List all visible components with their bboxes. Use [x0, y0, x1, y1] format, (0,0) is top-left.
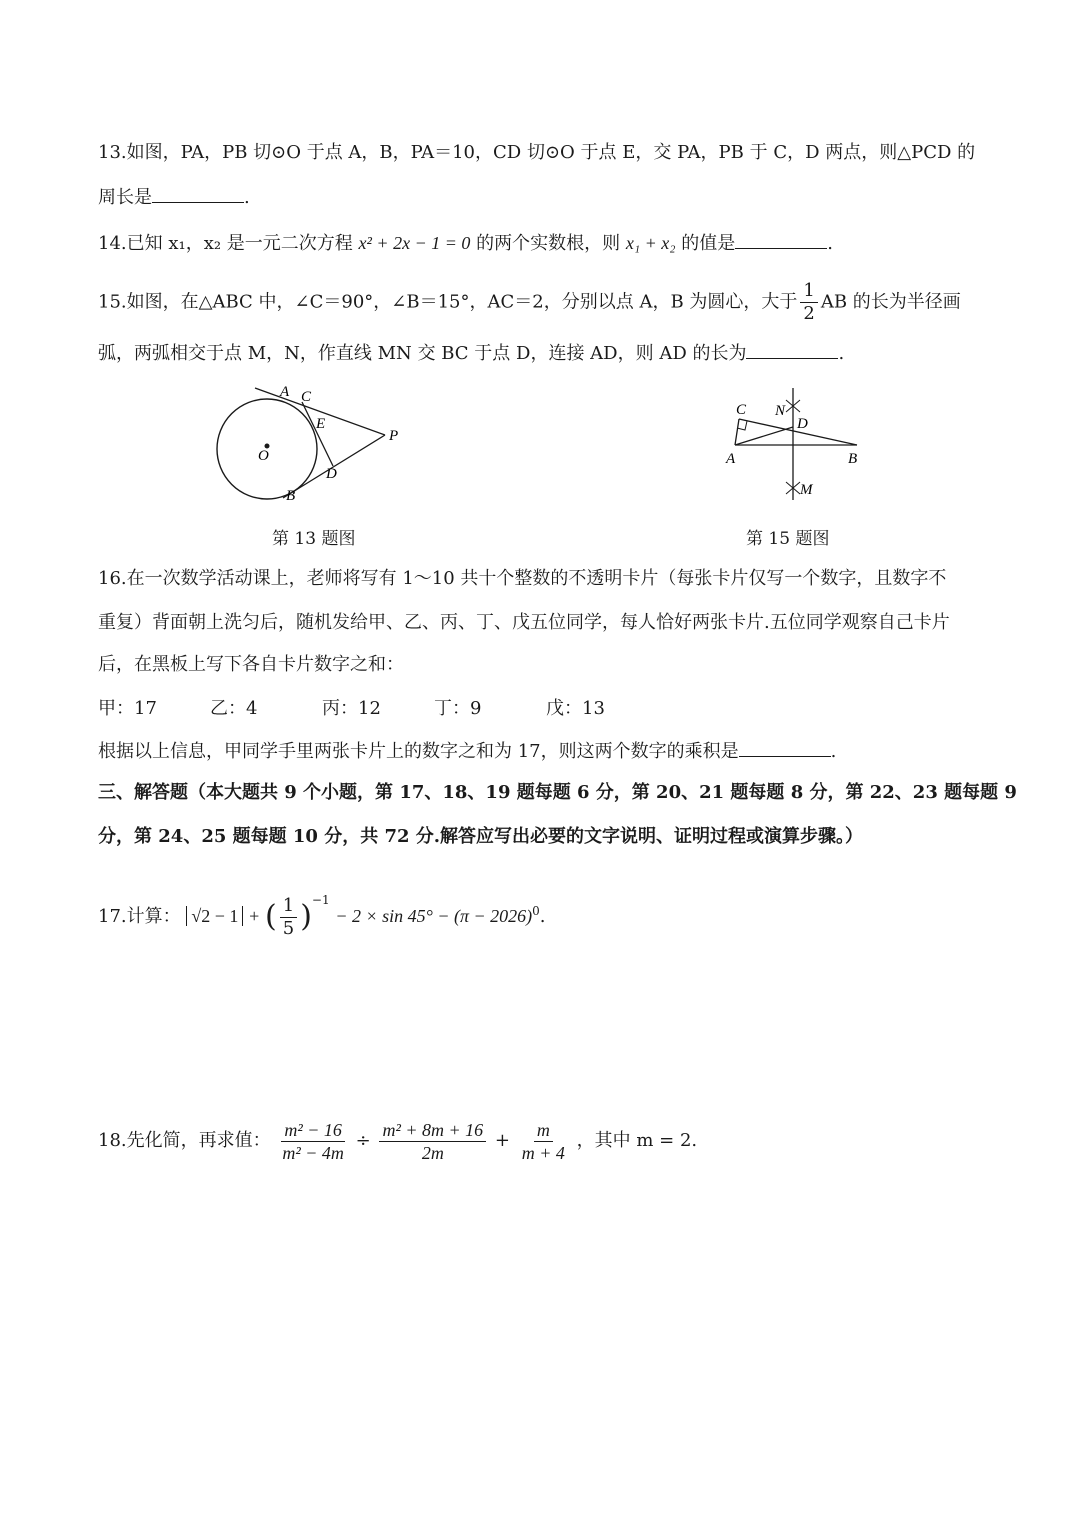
q17-prefix: 17.计算：: [98, 906, 181, 927]
q18-divide: ÷: [355, 1130, 371, 1151]
q16-sums-row: [98, 696, 658, 722]
q15-line2: [98, 340, 844, 367]
q13-line1: 13.如图，PA，PB 切⊙O 于点 A，B，PA＝10，CD 切⊙O 于点 E，交 PA，PB 于 C，D 两点，则△PCD 的: [98, 142, 976, 163]
q18-suffix: ，其中 m = 2.: [576, 1130, 698, 1151]
q17-frac-num: 1: [280, 895, 297, 918]
fig13-label-b: B: [286, 488, 296, 504]
q18-f3-num: m: [534, 1119, 553, 1142]
q15-frac-num: 1: [800, 280, 817, 303]
q18-plus: +: [494, 1130, 510, 1151]
q13-suffix: .: [244, 187, 250, 208]
q17-line: [98, 878, 546, 940]
fig13-label-d: D: [326, 466, 337, 482]
q17-right-paren: ): [300, 899, 312, 934]
q13-answer-blank: [152, 184, 244, 203]
q18-line: [98, 1116, 697, 1166]
q14-suffix: 的值是: [681, 233, 736, 254]
q16-line2: 重复）背面朝上洗匀后，随机发给甲、乙、丙、丁、戊五位同学，每人恰好两张卡片.五位同学观察自己卡片: [98, 612, 950, 633]
q17-exponent-zero: 0: [532, 904, 540, 918]
figure-13-caption: 第 13 题图: [272, 529, 356, 549]
q15-line1: [98, 280, 961, 325]
q17-left-paren: (: [265, 899, 277, 934]
q14-equation: x² + 2x − 1 = 0: [358, 233, 471, 253]
q14-end: .: [827, 233, 833, 254]
q17-abs-value: √2 − 1: [186, 906, 243, 926]
fig13-label-e: E: [316, 416, 326, 432]
fig15-label-d: D: [797, 416, 808, 432]
q15-end: .: [838, 343, 845, 364]
q15-line2-text: 弧，两弧相交于点 M，N，作直线 MN 交 BC 于点 D，连接 AD，则 AD 的长为: [98, 343, 747, 364]
q18-prefix: 18.先化简，再求值：: [98, 1130, 271, 1151]
fig13-label-p: P: [389, 428, 399, 444]
sum-wu: 戊：13: [546, 698, 605, 719]
q17-rest: − 2 × sin 45° − (π − 2026): [335, 906, 533, 926]
q18-f1-num: m² − 16: [281, 1119, 345, 1142]
section3-heading-line2: 分，第 24、25 题每题 10 分，共 72 分.解答应写出必要的文字说明、证明过程或演算步骤。）: [98, 826, 864, 847]
section3-heading-line1: 三、解答题（本大题共 9 个小题，第 17、18、19 题每题 6 分，第 20、21 题每题 8 分，第 22、23 题每题 9: [98, 782, 1017, 803]
q17-exponent: −1: [311, 893, 330, 907]
q17-plus: +: [249, 906, 260, 926]
fig13-label-c: C: [301, 389, 312, 405]
sum-bing: 丙：12: [322, 698, 381, 719]
q18-f2-den: 2m: [421, 1142, 444, 1163]
q18-f2-num: m² + 8m + 16: [379, 1119, 486, 1142]
q18-f1-den: m² − 4m: [282, 1142, 344, 1163]
sum-yi: 乙：4: [210, 698, 258, 719]
figure-15-diagram: [720, 380, 870, 505]
q16-answer-blank: [739, 738, 831, 757]
q18-f3-den: m + 4: [521, 1142, 565, 1163]
q14-line: [98, 230, 833, 257]
q13-prefix: 周长是: [98, 187, 152, 208]
tangent-cd: [302, 402, 333, 466]
q15-half-fraction: [800, 280, 817, 325]
fig13-label-o: O: [258, 448, 269, 464]
q16-line1: 16.在一次数学活动课上，老师将写有 1～10 共十个整数的不透明卡片（每张卡片仅写一个数字，且数字不: [98, 568, 947, 589]
q16-question: 根据以上信息，甲同学手里两张卡片上的数字之和为 17，则这两个数字的乘积是: [98, 741, 739, 762]
q16-line3: 后，在黑板上写下各自卡片数字之和：: [98, 654, 404, 675]
segment-ac: [735, 419, 739, 445]
figure-13-diagram: [200, 380, 420, 510]
fig15-label-n: N: [775, 403, 786, 419]
q16-end: .: [830, 741, 837, 762]
sum-ding: 丁：9: [434, 698, 482, 719]
q17-end: .: [539, 906, 546, 927]
q18-fraction-3: [519, 1119, 568, 1164]
q18-fraction-1: [279, 1119, 347, 1164]
q14-expr: x₁ + x₂: [625, 233, 676, 253]
fig15-label-m: M: [800, 482, 813, 498]
q17-frac-den: 5: [282, 917, 295, 939]
q16-line5: [98, 738, 836, 765]
fig15-label-b: B: [848, 451, 858, 467]
q14-answer-blank: [735, 230, 827, 249]
figure-15-caption: 第 15 题图: [746, 529, 830, 549]
q18-fraction-2: [379, 1119, 486, 1164]
q17-fraction: [280, 895, 297, 940]
sum-jia: 甲：17: [98, 698, 157, 719]
q14-prefix: 14.已知 x₁，x₂ 是一元二次方程: [98, 233, 353, 254]
q15-frac-den: 2: [803, 303, 815, 324]
q13-line2: [98, 184, 250, 211]
q15-suffix: AB 的长为半径画: [820, 291, 961, 313]
q15-answer-blank: [746, 340, 838, 359]
fig13-label-a: A: [280, 384, 290, 400]
q14-middle: 的两个实数根，则: [476, 233, 621, 254]
fig15-label-a: A: [726, 451, 736, 467]
q15-prefix: 15.如图，在△ABC 中，∠C＝90°，∠B＝15°，AC＝2，分别以点 A，B 为圆心，大于: [98, 291, 798, 313]
fig15-label-c: C: [736, 402, 747, 418]
